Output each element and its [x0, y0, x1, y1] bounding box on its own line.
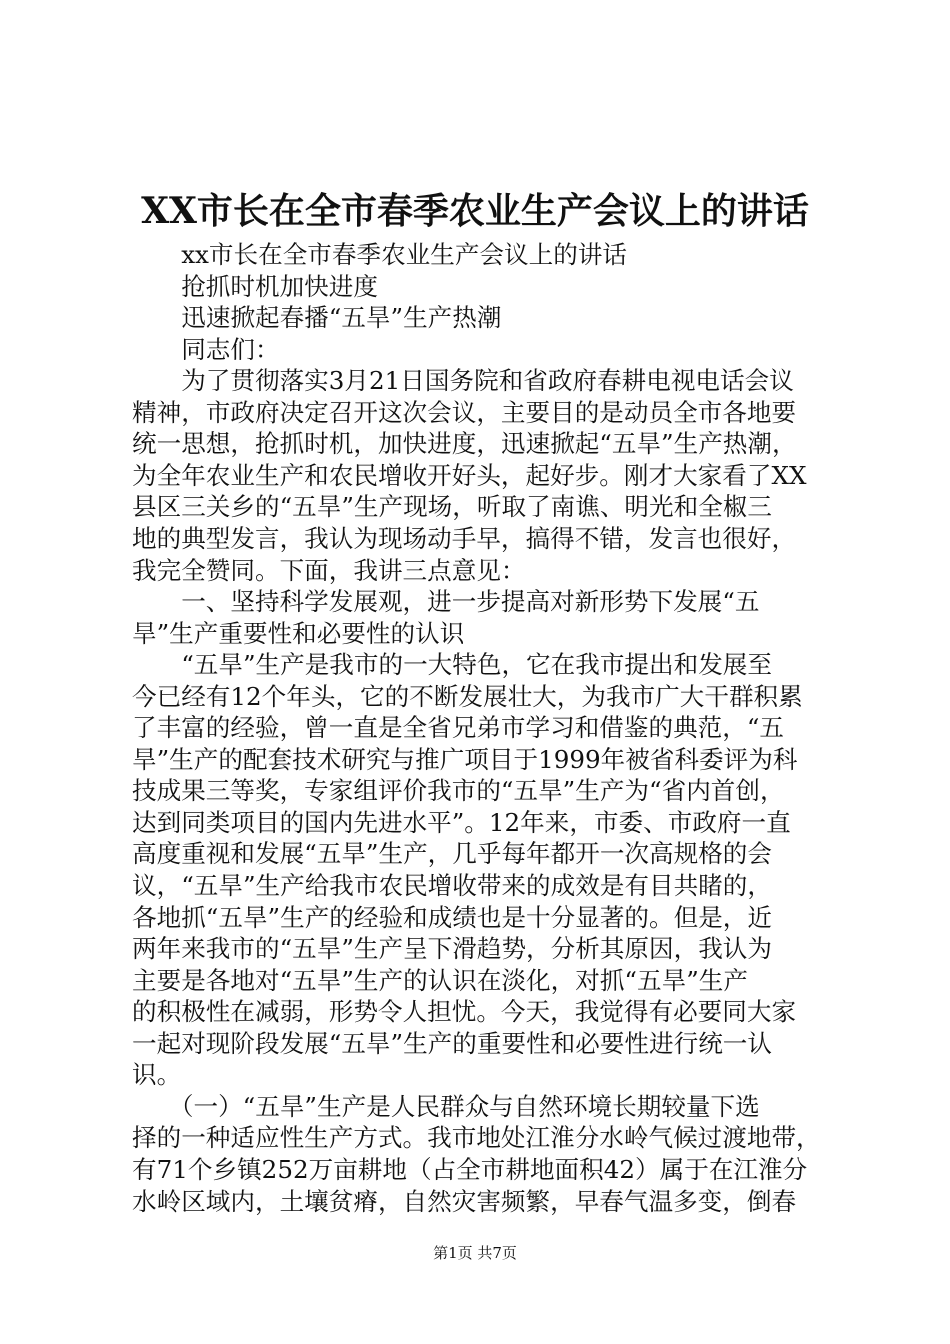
body-line: 统一思想，抢抓时机，加快进度，迅速掀起“五旱”生产热潮， [132, 429, 797, 459]
body-line: 识。 [132, 1060, 182, 1090]
body-line: 两年来我市的“五旱”生产呈下滑趋势，分析其原因，我认为 [132, 934, 772, 964]
body-line: 水岭区域内，土壤贫瘠，自然灾害频繁，早春气温多变，倒春 [132, 1186, 797, 1216]
body-line: 为全年农业生产和农民增收开好头，起好步。刚才大家看了XX [132, 460, 807, 490]
body-line: 精神，市政府决定召开这次会议，主要目的是动员全市各地要 [132, 397, 797, 427]
body-line: 高度重视和发展“五旱”生产，几乎每年都开一次高规格的会 [132, 839, 772, 869]
body-line: （一）“五旱”生产是人民群众与自然环境长期较量下选 [132, 1091, 760, 1121]
body-line: “五旱”生产是我市的一大特色，它在我市提出和发展至 [132, 650, 772, 680]
body-line: xx市长在全市春季农业生产会议上的讲话 [132, 240, 628, 269]
body-line: 了丰富的经验，曾一直是全省兄弟市学习和借鉴的典范，“五 [132, 713, 785, 743]
body-line: 地的典型发言，我认为现场动手早，搞得不错，发言也很好， [132, 523, 797, 553]
body-line: 旱”生产的配套技术研究与推广项目于1999年被省科委评为科 [132, 744, 798, 774]
body-line: 议，“五旱”生产给我市农民增收带来的成效是有目共睹的， [132, 871, 772, 900]
body-line: 同志们： [132, 334, 280, 364]
body-line: 达到同类项目的国内先进水平”。12年来，市委、市政府一直 [132, 807, 791, 837]
body-line: 的积极性在减弱，形势令人担忧。今天，我觉得有必要同大家 [132, 997, 797, 1027]
document-title: XX市长在全市春季农业生产会议上的讲话 [141, 190, 809, 232]
body-line: 我完全赞同。下面，我讲三点意见： [132, 555, 526, 585]
body-line: 主要是各地对“五旱”生产的认识在淡化，对抓“五旱”生产 [132, 965, 748, 995]
body-line: 择的一种适应性生产方式。我市地处江淮分水岭气候过渡地带， [132, 1123, 821, 1153]
body-line: 今已经有12个年头，它的不断发展壮大，为我市广大干群积累 [132, 681, 803, 711]
body-line: 旱”生产重要性和必要性的认识 [132, 618, 465, 648]
body-line: 为了贯彻落实3月21日国务院和省政府春耕电视电话会议 [132, 366, 794, 396]
body-line: 有71个乡镇252万亩耕地（占全市耕地面积42）属于在江淮分 [132, 1154, 808, 1184]
page-footer: 第1页 共7页 [433, 1244, 517, 1262]
body-line: 一起对现阶段发展“五旱”生产的重要性和必要性进行统一认 [132, 1028, 772, 1058]
body-line: 一、坚持科学发展观，进一步提高对新形势下发展“五 [132, 587, 760, 617]
body-line: 县区三关乡的“五旱”生产现场，听取了南谯、明光和全椒三 [132, 492, 772, 522]
body-line: 迅速掀起春播“五旱”生产热潮 [132, 303, 502, 333]
body-line: 技成果三等奖，专家组评价我市的“五旱”生产为“省内首创， [132, 776, 785, 806]
body-line: 抢抓时机加快进度 [132, 271, 378, 301]
body-line: 各地抓“五旱”生产的经验和成绩也是十分显著的。但是，近 [132, 902, 772, 932]
